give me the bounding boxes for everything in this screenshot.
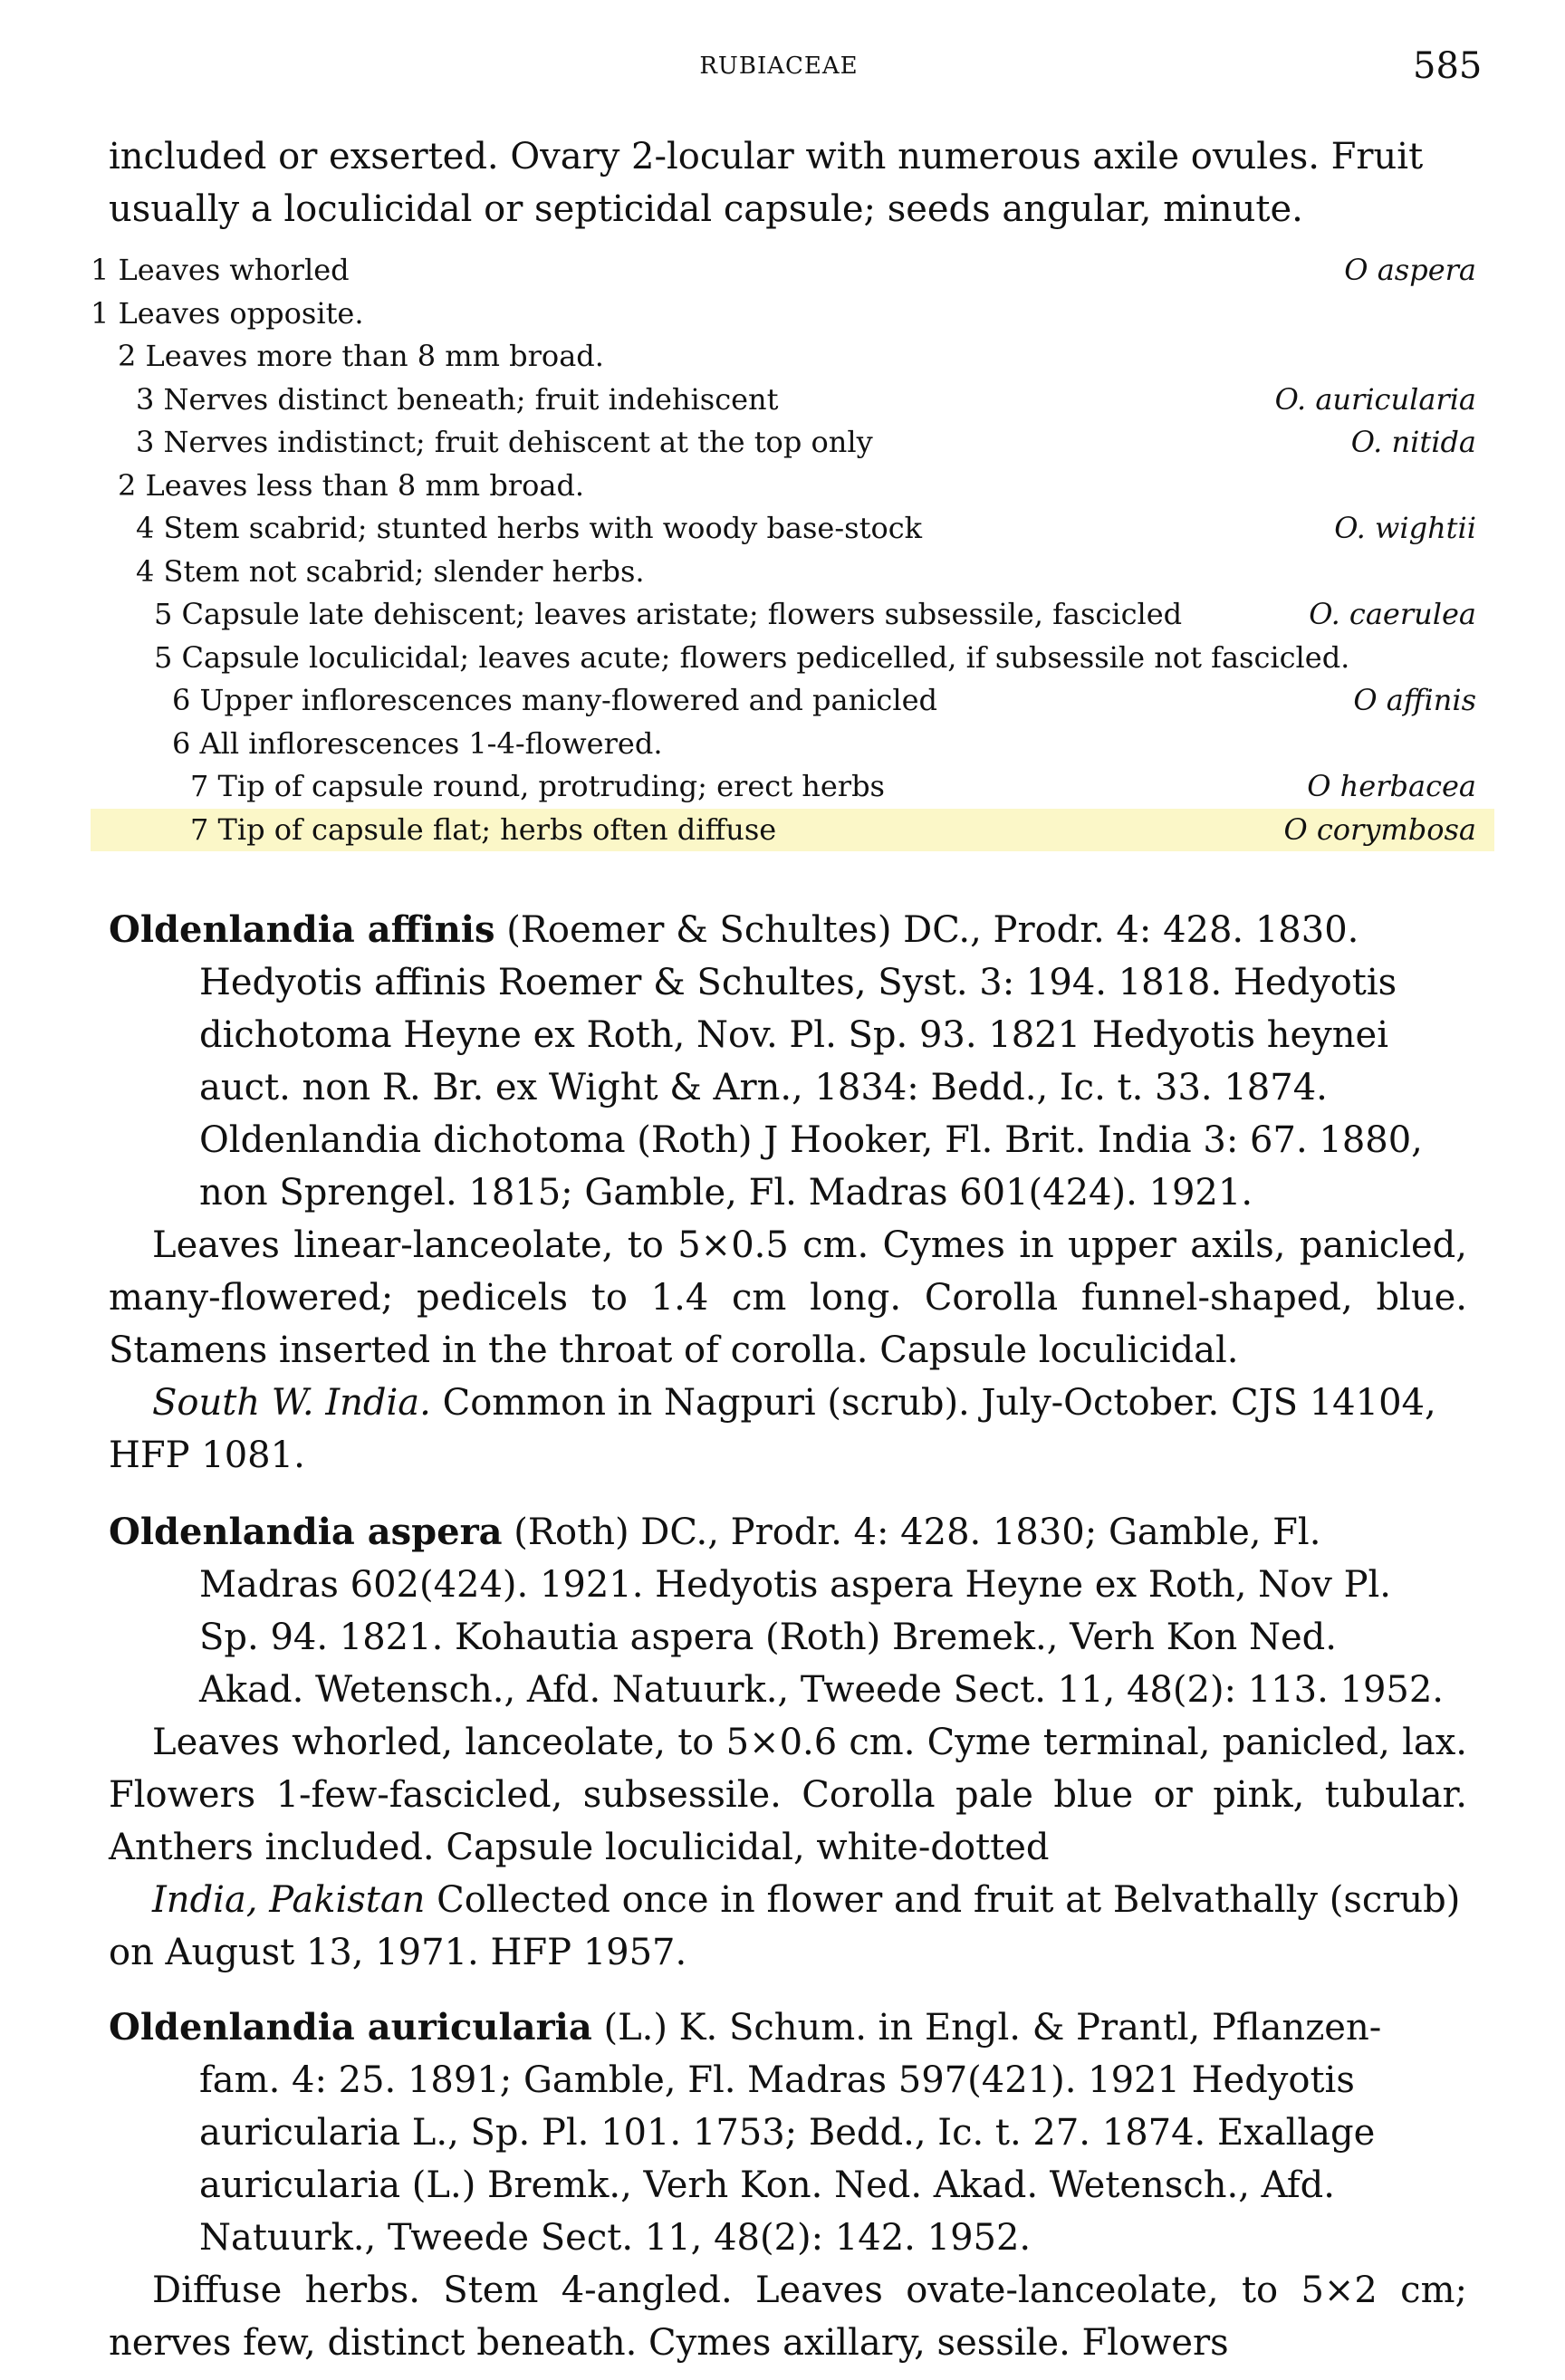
key-result: O. caerulea xyxy=(1309,597,1476,631)
key-lead: 7 Tip of capsule round, protruding; erect herbs xyxy=(190,769,885,803)
key-row xyxy=(91,293,1494,336)
key-row xyxy=(91,379,1494,422)
running-head xyxy=(0,45,1565,89)
species-authority: (L.) K. Schum. in Engl. & Prantl, Pflanzen- xyxy=(591,2007,1382,2049)
species-name: Oldenlandia affinis xyxy=(109,908,495,951)
species-authority: (Roemer & Schultes) DC., Prodr. 4: 428. 1830. xyxy=(494,909,1359,951)
synonym-line: Akad. Wetensch., Afd. Natuurk., Tweede Sect. 11, 48(2): 113. 1952. xyxy=(199,1669,1445,1711)
synonym-line: non Sprengel. 1815; Gamble, Fl. Madras 601(424). 1921. xyxy=(199,1172,1253,1214)
key-row xyxy=(91,249,1494,293)
key-row xyxy=(91,421,1494,465)
running-head-title: RUBIACEAE xyxy=(699,53,859,80)
key-lead: 2 Leaves less than 8 mm broad. xyxy=(118,467,585,503)
species-description: Leaves linear-lanceolate, to 5×0.5 cm. Cymes in upper axils, panicled, many-flowered; pedicels to 1.4 cm long. Corolla funnel-shaped, blue. Stamens inserted in the throat of corolla. Capsule loculicidal. xyxy=(109,1224,1467,1371)
distribution-text: Collected once in flower and fruit at Belvathally (scrub) on August 13, 1971. HFP 1957. xyxy=(109,1879,1461,1973)
key-row xyxy=(91,593,1494,637)
key-lead: 4 Stem not scabrid; slender herbs. xyxy=(136,553,645,589)
synonym-line: auricularia (L.) Bremk., Verh Kon. Ned. Akad. Wetensch., Afd. xyxy=(199,2164,1335,2206)
key-result: O affinis xyxy=(1353,683,1476,717)
species-heading xyxy=(109,904,1467,956)
species-name: Oldenlandia aspera xyxy=(109,1511,503,1553)
key-result: O. nitida xyxy=(1350,425,1476,459)
key-row xyxy=(91,507,1494,551)
identification-key xyxy=(91,249,1494,851)
key-lead: 5 Capsule late dehiscent; leaves aristate; flowers subsessile, fascicled xyxy=(154,597,1183,631)
key-result: O. wightii xyxy=(1334,511,1476,545)
key-row-highlighted xyxy=(91,809,1494,852)
key-result: O. auricularia xyxy=(1274,381,1476,417)
synonym-line: Madras 602(424). 1921. Hedyotis aspera Heyne ex Roth, Nov Pl. xyxy=(199,1564,1391,1606)
synonym-line: Hedyotis affinis Roemer & Schultes, Syst. 3: 194. 1818. Hedyotis xyxy=(199,962,1397,1003)
synonym-line: Natuurk., Tweede Sect. 11, 48(2): 142. 1952. xyxy=(199,2217,1032,2259)
synonym-line: auricularia L., Sp. Pl. 101. 1753; Bedd., Ic. t. 27. 1874. Exallage xyxy=(199,2112,1376,2154)
intro-paragraph xyxy=(109,130,1467,235)
species-entry-auricularia xyxy=(109,2001,1467,2369)
key-lead: 3 Nerves indistinct; fruit dehiscent at the top only xyxy=(136,425,873,459)
key-result: O aspera xyxy=(1344,253,1476,287)
species-distribution xyxy=(109,1874,1467,1979)
species-heading xyxy=(109,1506,1467,1559)
key-row xyxy=(91,637,1494,680)
key-lead: 5 Capsule loculicidal; leaves acute; flowers pedicelled, if subsessile not fascicled. xyxy=(154,639,1350,675)
synonym-line: Sp. 94. 1821. Kohautia aspera (Roth) Bremek., Verh Kon Ned. xyxy=(199,1617,1337,1658)
species-distribution xyxy=(109,1377,1467,1482)
synonym-line: Oldenlandia dichotoma (Roth) J Hooker, Fl. Brit. India 3: 67. 1880, xyxy=(199,1119,1423,1161)
species-name: Oldenlandia auricularia xyxy=(109,2006,592,2049)
species-entry-affinis xyxy=(109,904,1467,1482)
species-heading xyxy=(109,2001,1467,2054)
species-entry-aspera xyxy=(109,1506,1467,1979)
species-authority: (Roth) DC., Prodr. 4: 428. 1830; Gamble, Fl. xyxy=(502,1511,1321,1553)
key-lead: 4 Stem scabrid; stunted herbs with woody base-stock xyxy=(136,511,923,545)
key-lead: 2 Leaves more than 8 mm broad. xyxy=(118,339,604,373)
species-description: Diffuse herbs. Stem 4-angled. Leaves ovate-lanceolate, to 5×2 cm; nerves few, distinct beneath. Cymes axillary, sessile. Flowers xyxy=(109,2270,1467,2364)
distribution-text: Common in Nagpuri (scrub). July-October. CJS 14104, HFP 1081. xyxy=(109,1382,1436,1476)
synonym-line: dichotoma Heyne ex Roth, Nov. Pl. Sp. 93. 1821 Hedyotis heynei xyxy=(199,1014,1388,1056)
key-row xyxy=(91,551,1494,594)
key-lead: 1 Leaves whorled xyxy=(91,253,350,287)
distribution-region: South W. India. xyxy=(152,1382,431,1424)
key-lead: 1 Leaves opposite. xyxy=(91,295,364,331)
intro-line: included or exserted. Ovary 2-locular with numerous axile ovules. Fruit xyxy=(109,136,1424,178)
key-lead: 7 Tip of capsule flat; herbs often diffuse xyxy=(190,811,777,847)
key-result: O herbacea xyxy=(1307,769,1476,803)
key-row xyxy=(91,679,1494,723)
key-row xyxy=(91,465,1494,508)
synonym-line: auct. non R. Br. ex Wight & Arn., 1834: Bedd., Ic. t. 33. 1874. xyxy=(199,1067,1328,1108)
distribution-region: India, Pakistan xyxy=(152,1879,426,1921)
intro-line: usually a loculicidal or septicidal capsule; seeds angular, minute. xyxy=(109,188,1303,230)
key-lead: 6 All inflorescences 1-4-flowered. xyxy=(172,725,663,761)
key-row xyxy=(91,723,1494,766)
page-number: 585 xyxy=(1413,45,1483,87)
synonym-line: fam. 4: 25. 1891; Gamble, Fl. Madras 597(421). 1921 Hedyotis xyxy=(199,2059,1355,2101)
key-row xyxy=(91,335,1494,379)
species-description: Leaves whorled, lanceolate, to 5×0.6 cm. Cyme terminal, panicled, lax. Flowers 1-few-fascicled, subsessile. Corolla pale blue or pink, tubular. Anthers included. Capsule loculicidal, white-dotted xyxy=(109,1722,1467,1868)
key-result: O corymbosa xyxy=(1283,811,1476,847)
key-lead: 6 Upper inflorescences many-flowered and panicled xyxy=(172,683,937,717)
key-row xyxy=(91,765,1494,809)
key-lead: 3 Nerves distinct beneath; fruit indehiscent xyxy=(136,381,779,417)
